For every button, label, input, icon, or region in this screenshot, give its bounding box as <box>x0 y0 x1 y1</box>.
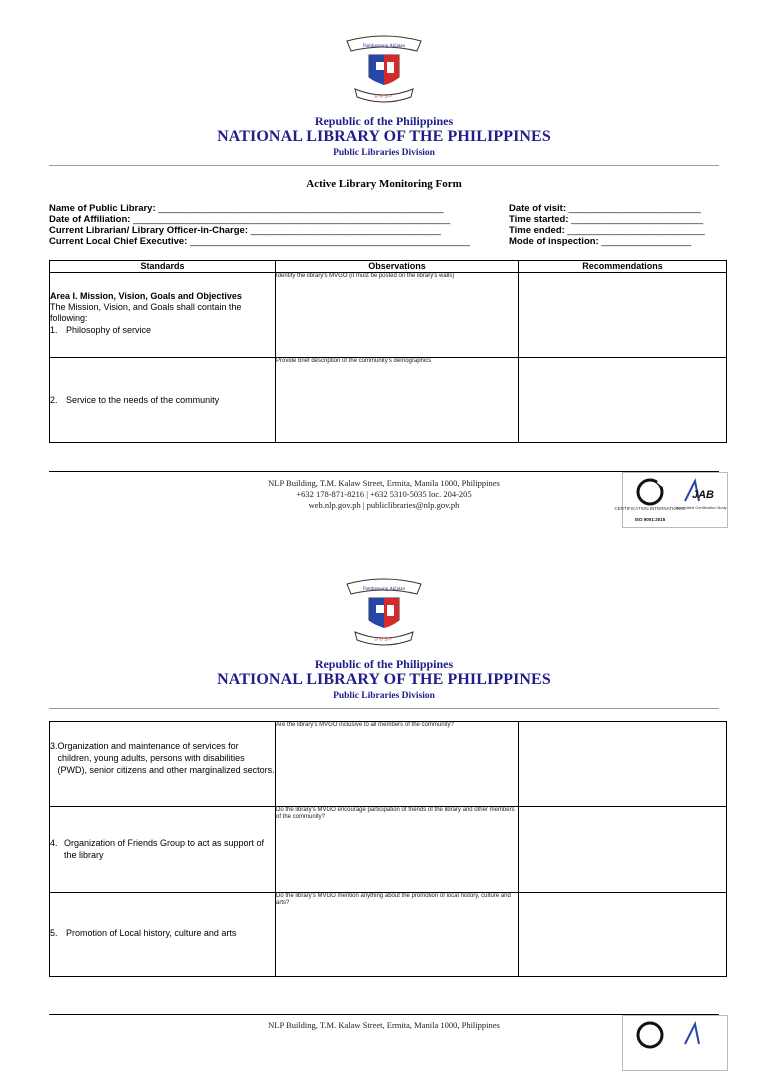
header-observations: Observations <box>276 261 519 273</box>
table-row <box>50 807 727 893</box>
item-number: 5. <box>50 928 58 938</box>
field-date-affiliation[interactable] <box>49 214 450 225</box>
observation-prompt: Do the library's MVGO encourage participation of friends of the library and other members of the community? <box>276 807 515 820</box>
table-row <box>50 893 727 977</box>
standard-cell <box>50 722 276 807</box>
republic-text: Republic of the Philippines <box>314 114 454 128</box>
item-number: 4. <box>50 838 58 848</box>
area-title: Area I. Mission, Vision, Goals and Objectives <box>50 291 242 301</box>
observation-cell[interactable] <box>276 893 519 977</box>
republic-text: Republic of the Philippines <box>314 657 454 671</box>
field-label: Date of Affiliation: <box>49 214 131 225</box>
field-line: _________________ <box>601 236 692 247</box>
observation-prompt: Do the library's MVGO mention anything about the promotion of local history, culture and arts? <box>276 893 511 906</box>
page-title: NATIONAL LIBRARY OF THE PHILIPPINES <box>217 671 551 688</box>
footer-divider <box>49 1014 719 1015</box>
field-line: _____________________________________________________ <box>189 236 470 247</box>
field-line: ______________________________________________________ <box>158 203 444 214</box>
nlp-seal-logo <box>343 33 425 109</box>
standard-cell <box>50 807 276 893</box>
header-recommendations: Recommendations <box>519 261 727 273</box>
accreditation-text: Accredited Certification Body <box>675 505 727 510</box>
iso-cert-icon <box>623 1016 727 1070</box>
observation-prompt: Provide brief description of the community's demographics <box>276 358 432 364</box>
division-name: Public Libraries Division <box>333 148 435 158</box>
observation-prompt: Identify the library's MVGO (it must be posted on the library's walls) <box>276 273 455 279</box>
recommendation-cell[interactable] <box>519 273 727 358</box>
field-line: _________________________ <box>568 203 701 214</box>
standard-cell <box>50 273 276 358</box>
svg-text:Pambansang Aklatan: Pambansang Aklatan <box>362 587 406 592</box>
field-label: Date of visit: <box>509 203 567 214</box>
svg-text:ᜉᜀᜃᜆ: ᜉᜀᜃᜆ <box>373 638 395 643</box>
standard-text: Organization of Friends Group to act as support of the library <box>63 838 265 860</box>
observation-prompt: Are the library's MVGO inclusive to all members of the community? <box>276 722 454 728</box>
iso-cert-icon <box>614 473 727 527</box>
standard-cell <box>50 358 276 443</box>
standard-cell <box>50 893 276 977</box>
standard-text: Philosophy of service <box>66 325 152 335</box>
field-mode-inspection[interactable] <box>509 236 691 247</box>
iso-text: ISO 9001:2015 <box>634 517 666 522</box>
field-label: Current Local Chief Executive: <box>49 236 188 247</box>
observation-cell[interactable] <box>276 358 519 443</box>
recommendation-cell[interactable] <box>519 807 727 893</box>
observation-cell[interactable] <box>276 807 519 893</box>
item-number: 1. <box>50 325 58 335</box>
standard-text: Organization and maintenance of services for children, young adults, persons with disabilities (PWD), senior citizens and other marginalized sectors. <box>57 741 275 775</box>
standard-text: Promotion of Local history, culture and arts <box>66 928 237 938</box>
recommendation-cell[interactable] <box>519 893 727 977</box>
footer-address: NLP Building, T.M. Kalaw Street, Ermita, Manila 1000, Philippines <box>268 1020 500 1030</box>
field-line: ____________________________________________________________ <box>133 214 451 225</box>
field-label: Time ended: <box>509 225 565 236</box>
svg-text:Pambansang Aklatan: Pambansang Aklatan <box>362 44 406 49</box>
recommendation-cell[interactable] <box>519 358 727 443</box>
table-row <box>50 722 727 807</box>
field-line: _________________________ <box>571 214 704 225</box>
observation-cell[interactable] <box>276 722 519 807</box>
certification-badge <box>622 1015 728 1071</box>
certification-badge <box>614 472 728 528</box>
footer-address: NLP Building, T.M. Kalaw Street, Ermita, Manila 1000, Philippines <box>268 478 500 488</box>
page-title: NATIONAL LIBRARY OF THE PHILIPPINES <box>217 128 551 145</box>
footer-phone: +632 178-871-8216 | +632 5310-5035 loc. 204-205 <box>296 489 472 499</box>
header-divider <box>49 165 719 166</box>
field-label: Current Librarian/ Library Officer-in-Charge: <box>49 225 249 236</box>
monitoring-table-page1 <box>49 260 727 443</box>
field-line: __________________________ <box>567 225 705 236</box>
standard-text: Service to the needs of the community <box>66 395 220 405</box>
monitoring-table-page2 <box>49 721 727 977</box>
field-librarian[interactable] <box>49 225 441 236</box>
observation-cell[interactable] <box>276 273 519 358</box>
item-number: 2. <box>50 395 58 405</box>
division-name: Public Libraries Division <box>333 691 435 701</box>
field-line: ____________________________________ <box>250 225 441 236</box>
nlp-seal-logo <box>343 576 425 652</box>
field-label: Mode of inspection: <box>509 236 599 247</box>
svg-text:ᜉᜀᜃᜆ: ᜉᜀᜃᜆ <box>373 95 395 100</box>
header-standards: Standards <box>50 261 276 273</box>
field-chief-executive[interactable] <box>49 236 470 247</box>
field-time-started[interactable] <box>509 214 703 225</box>
footer-divider <box>49 471 719 472</box>
item-number: 3. <box>50 741 58 751</box>
field-label: Name of Public Library: <box>49 203 156 214</box>
table-row <box>50 358 727 443</box>
accreditation-label: JAB <box>691 489 715 501</box>
table-row <box>50 273 727 358</box>
field-date-visit[interactable] <box>509 203 701 214</box>
field-time-ended[interactable] <box>509 225 705 236</box>
footer-web: web.nlp.gov.ph | publiclibraries@nlp.gov.ph <box>308 500 460 510</box>
cert-name-text: CERTIFICATION INTERNATIONAL <box>614 506 686 511</box>
area-description: The Mission, Vision, and Goals shall contain the following: <box>50 302 242 323</box>
form-title: Active Library Monitoring Form <box>306 178 462 190</box>
field-label: Time started: <box>509 214 569 225</box>
recommendation-cell[interactable] <box>519 722 727 807</box>
field-library-name[interactable] <box>49 203 444 214</box>
header-divider <box>49 708 719 709</box>
